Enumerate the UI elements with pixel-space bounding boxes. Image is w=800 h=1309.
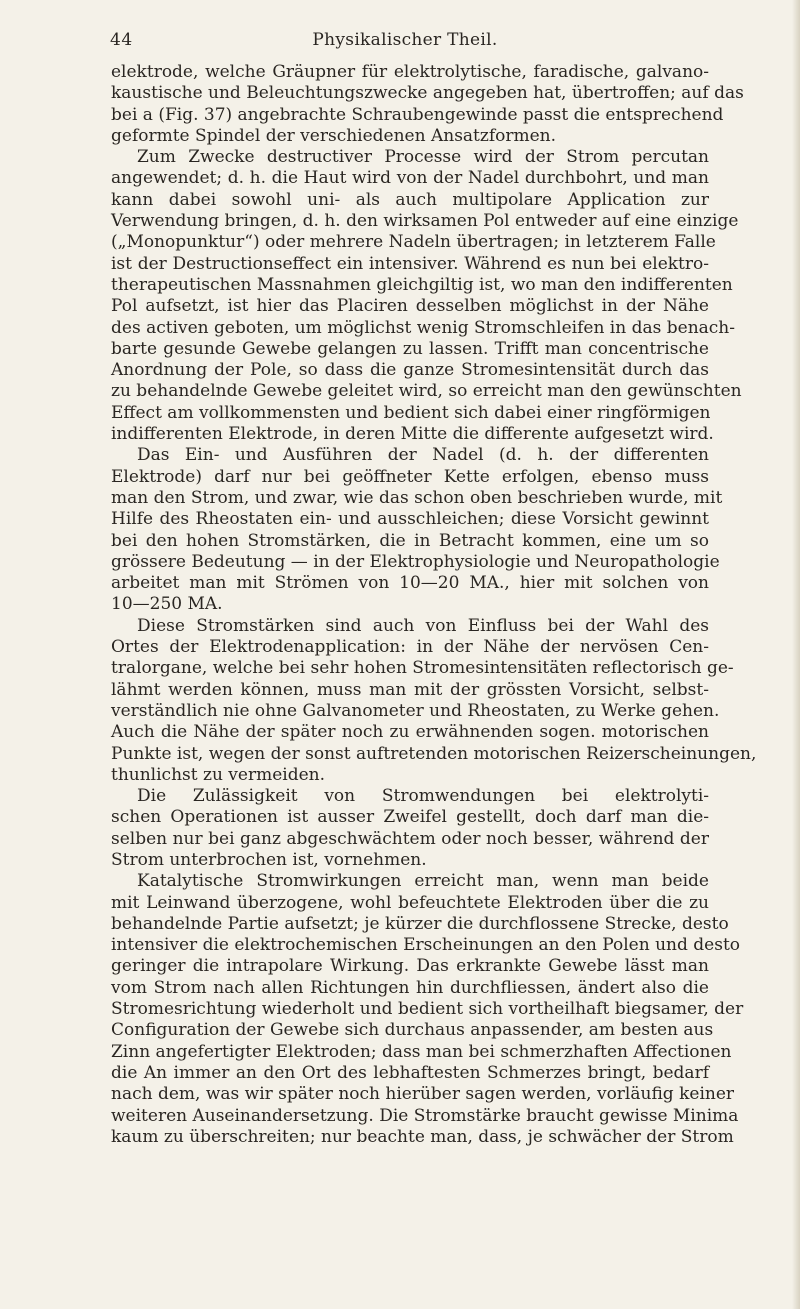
text-line: Anordnung der Pole, so dass die ganze Stromesintensität durch das [111,360,709,381]
text-line: Elektrode) darf nur bei geöffneter Kette erfolgen, ebenso muss [111,466,709,487]
text-line: kaum zu überschreiten; nur beachte man, dass, je schwächer der Strom [111,1126,734,1147]
text-line: behandelnde Partie aufsetzt; je kürzer die durchflossene Strecke, desto [111,913,729,934]
text-line: Stromesrichtung wiederholt und bedient sich vortheilhaft biegsamer, der [111,999,744,1020]
text-line: Auch die Nähe der später noch zu erwähnenden sogen. motorischen [111,722,709,743]
text-line: elektrode, welche Gräupner für elektrolytische, faradische, galvano- [111,62,709,82]
text-line: Das Ein- und Ausführen der Nadel (d. h. der differenten [137,445,709,466]
text-line: grössere Bedeutung — in der Elektrophysiologie und Neuropathologie [111,551,720,572]
text-line: Zinn angefertigter Elektroden; dass man bei schmerzhaften Affectionen [111,1041,732,1062]
text-line: mit Leinwand überzogene, wohl befeuchtete Elektroden über die zu [111,892,709,913]
text-line: lähmt werden können, muss man mit der grössten Vorsicht, selbst- [111,679,709,700]
text-line: Pol aufsetzt, ist hier das Placiren desselben möglichst in der Nähe [111,296,709,317]
text-line: Katalytische Stromwirkungen erreicht man, wenn man beide [137,871,709,892]
page-number: 44 [110,30,133,50]
text-line: Hilfe des Rheostaten ein- und ausschleichen; diese Vorsicht gewinnt [111,509,709,530]
text-line: man den Strom, und zwar, wie das schon oben beschrieben wurde, mit [111,487,723,508]
text-line: ist der Destructionseffect ein intensiver. Während es nun bei elektro- [111,253,709,274]
text-line: tralorgane, welche bei sehr hohen Stromesintensitäten reflectorisch ge- [111,658,734,679]
text-line: Strom unterbrochen ist, vornehmen. [111,849,427,870]
text-line: Punkte ist, wegen der sonst auftretenden motorischen Reizerscheinungen, [111,743,757,764]
text-line: Diese Stromstärken sind auch von Einfluss bei der Wahl des [137,615,709,636]
text-line: selben nur bei ganz abgeschwächtem oder noch besser, während der [111,828,709,849]
text-line: Ortes der Elektrodenapplication: in der Nähe der nervösen Cen- [111,637,709,658]
text-line: arbeitet man mit Strömen von 10—20 MA., hier mit solchen von [111,573,709,594]
text-line: die An immer an den Ort des lebhaftesten Schmerzes bringt, bedarf [111,1062,709,1083]
text-line: geringer die intrapolare Wirkung. Das erkrankte Gewebe lässt man [111,956,709,977]
text-line: Zum Zwecke destructiver Processe wird der Strom percutan [137,147,709,168]
text-line: intensiver die elektrochemischen Erscheinungen an den Polen und desto [111,935,741,956]
body-text [111,62,757,1148]
text-line: bei den hohen Stromstärken, die in Betracht kommen, eine um so [111,530,709,551]
text-line: kaustische und Beleuchtungszwecke angegeben hat, übertroffen; auf das [111,83,744,104]
text-line: thunlichst zu vermeiden. [111,764,325,785]
text-line: bei a (Fig. 37) angebrachte Schraubengewinde passt die entsprechend [111,104,724,125]
text-line: geformte Spindel der verschiedenen Ansatzformen. [111,125,557,146]
text-line: vom Strom nach allen Richtungen hin durchfliessen, ändert also die [111,977,709,998]
text-line: therapeutischen Massnahmen gleichgiltig ist, wo man den indifferenten [111,274,733,295]
running-head: Physikalischer Theil. [312,30,498,50]
page-edge-shadow [792,0,800,1309]
text-line: nach dem, was wir später noch hierüber sagen werden, vorläufig keiner [111,1084,735,1105]
text-line: Verwendung bringen, d. h. den wirksamen Pol entweder auf eine einzige [111,211,739,232]
text-line: Configuration der Gewebe sich durchaus anpassender, am besten aus [111,1020,714,1041]
text-line: angewendet; d. h. die Haut wird von der Nadel durchbohrt, und man [111,168,709,189]
text-line: („Monopunktur“) oder mehrere Nadeln übertragen; in letzterem Falle [111,232,716,253]
page-header [110,30,740,54]
text-line: zu behandelnde Gewebe geleitet wird, so erreicht man den gewünschten [111,381,742,402]
text-line: kann dabei sowohl uni- als auch multipolare Application zur [111,189,709,210]
text-line: Effect am vollkommensten und bedient sich dabei einer ringförmigen [111,402,711,423]
text-line: schen Operationen ist ausser Zweifel gestellt, doch darf man die- [111,807,709,828]
text-line: Die Zulässigkeit von Stromwendungen bei elektrolyti- [137,786,709,807]
text-line: des activen geboten, um möglichst wenig Stromschleifen in das benach- [111,317,735,338]
text-line: barte gesunde Gewebe gelangen zu lassen. Trifft man concentrische [111,338,709,359]
text-line: verständlich nie ohne Galvanometer und Rheostaten, zu Werke gehen. [111,700,720,721]
text-line: indifferenten Elektrode, in deren Mitte die differente aufgesetzt wird. [111,424,714,445]
text-line: weiteren Auseinandersetzung. Die Stromstärke braucht gewisse Minima [111,1105,739,1126]
text-line: 10—250 MA. [111,594,223,615]
